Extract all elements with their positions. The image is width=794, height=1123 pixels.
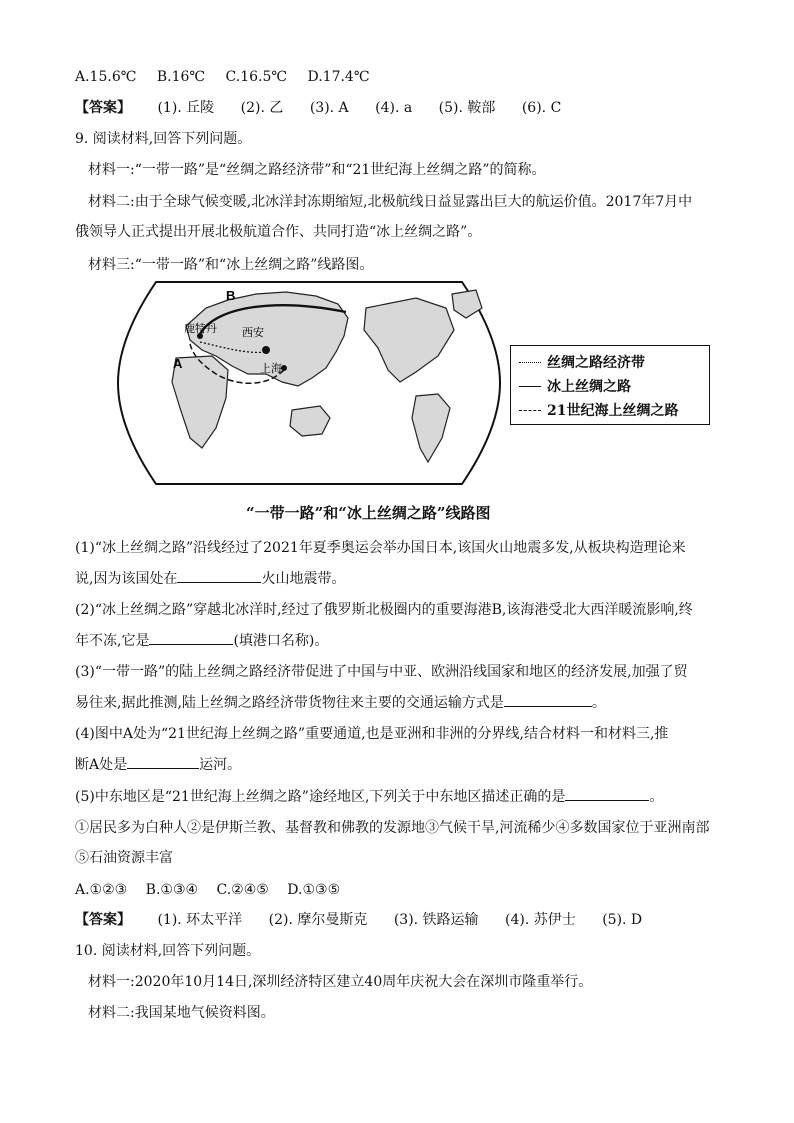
q8-answer-1: (1). 丘陵 (157, 100, 215, 116)
q9-answer-5: (5). D (602, 912, 643, 928)
route-map (116, 278, 502, 488)
q8-option-b: B.16℃ (156, 69, 206, 85)
legend-label-3: 21世纪海上丝绸之路 (547, 403, 679, 419)
map-label-shanghai: 上海 (260, 363, 282, 375)
q9-part2-line2 (75, 630, 328, 651)
answer-blank[interactable] (127, 754, 199, 769)
q9-material-2-line2: 俄领导人正式提出开展北极航道合作、共同打造“冰上丝绸之路”。 (75, 224, 482, 240)
q10-material-2: 材料二:我国某地气候资料图。 (88, 1005, 275, 1021)
legend-line-dashed (519, 410, 541, 411)
legend-line-dotted (519, 362, 541, 363)
map-caption: “一带一路”和“冰上丝绸之路”线路图 (246, 504, 491, 522)
answer-blank[interactable] (565, 786, 649, 801)
q9-part4-text-b: 运河。 (199, 757, 242, 773)
q9-part5-option-d: D.①③⑤ (287, 882, 341, 898)
q9-part3-line2 (75, 692, 606, 713)
world-map-figure (116, 278, 502, 488)
q9-part4-line2 (75, 754, 241, 775)
q9-part5-stem (75, 786, 663, 807)
legend-label-2: 冰上丝绸之路 (547, 379, 631, 395)
q9-stem: 9. 阅读材料,回答下列问题。 (75, 131, 252, 147)
q9-part3-line1: (3)“一带一路”的陆上丝绸之路经济带促进了中国与中亚、欧洲沿线国家和地区的经济发展,加强了贸 (75, 664, 688, 680)
q9-material-1: 材料一:“一带一路”是“丝绸之路经济带”和“21世纪海上丝绸之路”的简称。 (88, 162, 546, 178)
q9-part1-line2 (75, 568, 345, 589)
q9-part3-text-b: 。 (591, 695, 606, 711)
q9-material-3: 材料三:“一带一路”和“冰上丝绸之路”线路图。 (88, 257, 374, 273)
q8-answer-4: (4). a (375, 100, 413, 116)
q8-options (75, 67, 370, 87)
q9-answer-4: (4). 苏伊士 (505, 912, 576, 928)
q9-part1-text-b: 火山地震带。 (261, 571, 346, 587)
map-label-rotterdam: 鹿特丹 (184, 323, 217, 335)
map-legend (510, 345, 710, 425)
q9-part5-option-c: C.②④⑤ (216, 882, 269, 898)
q9-part1-text-a: 说,因为该国处在 (75, 571, 178, 587)
q9-answer-3: (3). 铁路运输 (393, 912, 479, 928)
legend-item-ice-silk-road (519, 376, 631, 396)
map-label-xian: 西安 (242, 327, 264, 339)
q9-part5-option-a: A.①②③ (75, 882, 128, 898)
q8-answer-6: (6). C (521, 100, 562, 116)
q9-part5-items-line1: ①居民多为白种人②是伊斯兰教、基督教和佛教的发源地③气候干旱,河流稀少④多数国家位于亚洲南部 (75, 820, 710, 836)
q9-part2-line1: (2)“冰上丝绸之路”穿越北冰洋时,经过了俄罗斯北极圈内的重要海港B,该海港受北大西洋暖流影响,终 (75, 602, 693, 618)
answer-tag: 【答案】 (75, 100, 131, 116)
legend-item-silk-road-belt (519, 352, 645, 372)
q9-part5-options (75, 880, 340, 900)
q8-answer-3: (3). A (309, 100, 349, 116)
q9-part1-line1: (1)“冰上丝绸之路”沿线经过了2021年夏季奥运会举办国日本,该国火山地震多发,从板块构造理论来 (75, 540, 686, 556)
q10-material-1: 材料一:2020年10月14日,深圳经济特区建立40周年庆祝大会在深圳市隆重举行。 (88, 974, 593, 990)
q9-part5-text-a: (5)中东地区是“21世纪海上丝绸之路”途经地区,下列关于中东地区描述正确的是 (75, 789, 566, 805)
q9-material-2-line1: 材料二:由于全球气候变暖,北冰洋封冻期缩短,北极航线日益显露出巨大的航运价值。2017年7月中 (88, 194, 693, 210)
legend-item-maritime-silk-road (519, 400, 678, 420)
q9-part2-text-b: (填港口名称)。 (233, 633, 329, 649)
q9-answer-1: (1). 环太平洋 (157, 912, 243, 928)
q9-answer-2: (2). 摩尔曼斯克 (268, 912, 368, 928)
q9-part5-text-b: 。 (649, 789, 664, 805)
q9-answer-line (75, 910, 642, 930)
answer-blank[interactable] (177, 568, 261, 583)
q9-part4-text-a: 断A处是 (75, 757, 128, 773)
answer-blank[interactable] (149, 630, 233, 645)
q8-answer-2: (2). 乙 (240, 100, 284, 116)
q9-part4-line1: (4)图中A处为“21世纪海上丝绸之路”重要通道,也是亚洲和非洲的分界线,结合材料一和材料三,推 (75, 726, 669, 742)
map-label-b: B (226, 288, 236, 303)
q8-option-c: C.16.5℃ (225, 69, 288, 85)
q8-answer-5: (5). 鞍部 (438, 100, 496, 116)
legend-label-1: 丝绸之路经济带 (547, 355, 645, 371)
legend-line-solid (519, 386, 541, 387)
q8-option-a: A.15.6℃ (75, 69, 137, 85)
q9-part5-option-b: B.①③④ (145, 882, 199, 898)
q9-part3-text-a: 易往来,据此推测,陆上丝绸之路经济带货物往来主要的交通运输方式是 (75, 695, 504, 711)
answer-tag: 【答案】 (75, 912, 131, 928)
q8-option-d: D.17.4℃ (307, 69, 370, 85)
answer-blank[interactable] (504, 692, 592, 707)
q8-answer-line (75, 98, 561, 118)
map-label-a: A (173, 356, 183, 371)
xian-marker (262, 346, 270, 354)
q9-part5-items-line2: ⑤石油资源丰富 (75, 850, 173, 866)
q10-stem: 10. 阅读材料,回答下列问题。 (75, 943, 261, 959)
q9-part2-text-a: 年不冻,它是 (75, 633, 150, 649)
